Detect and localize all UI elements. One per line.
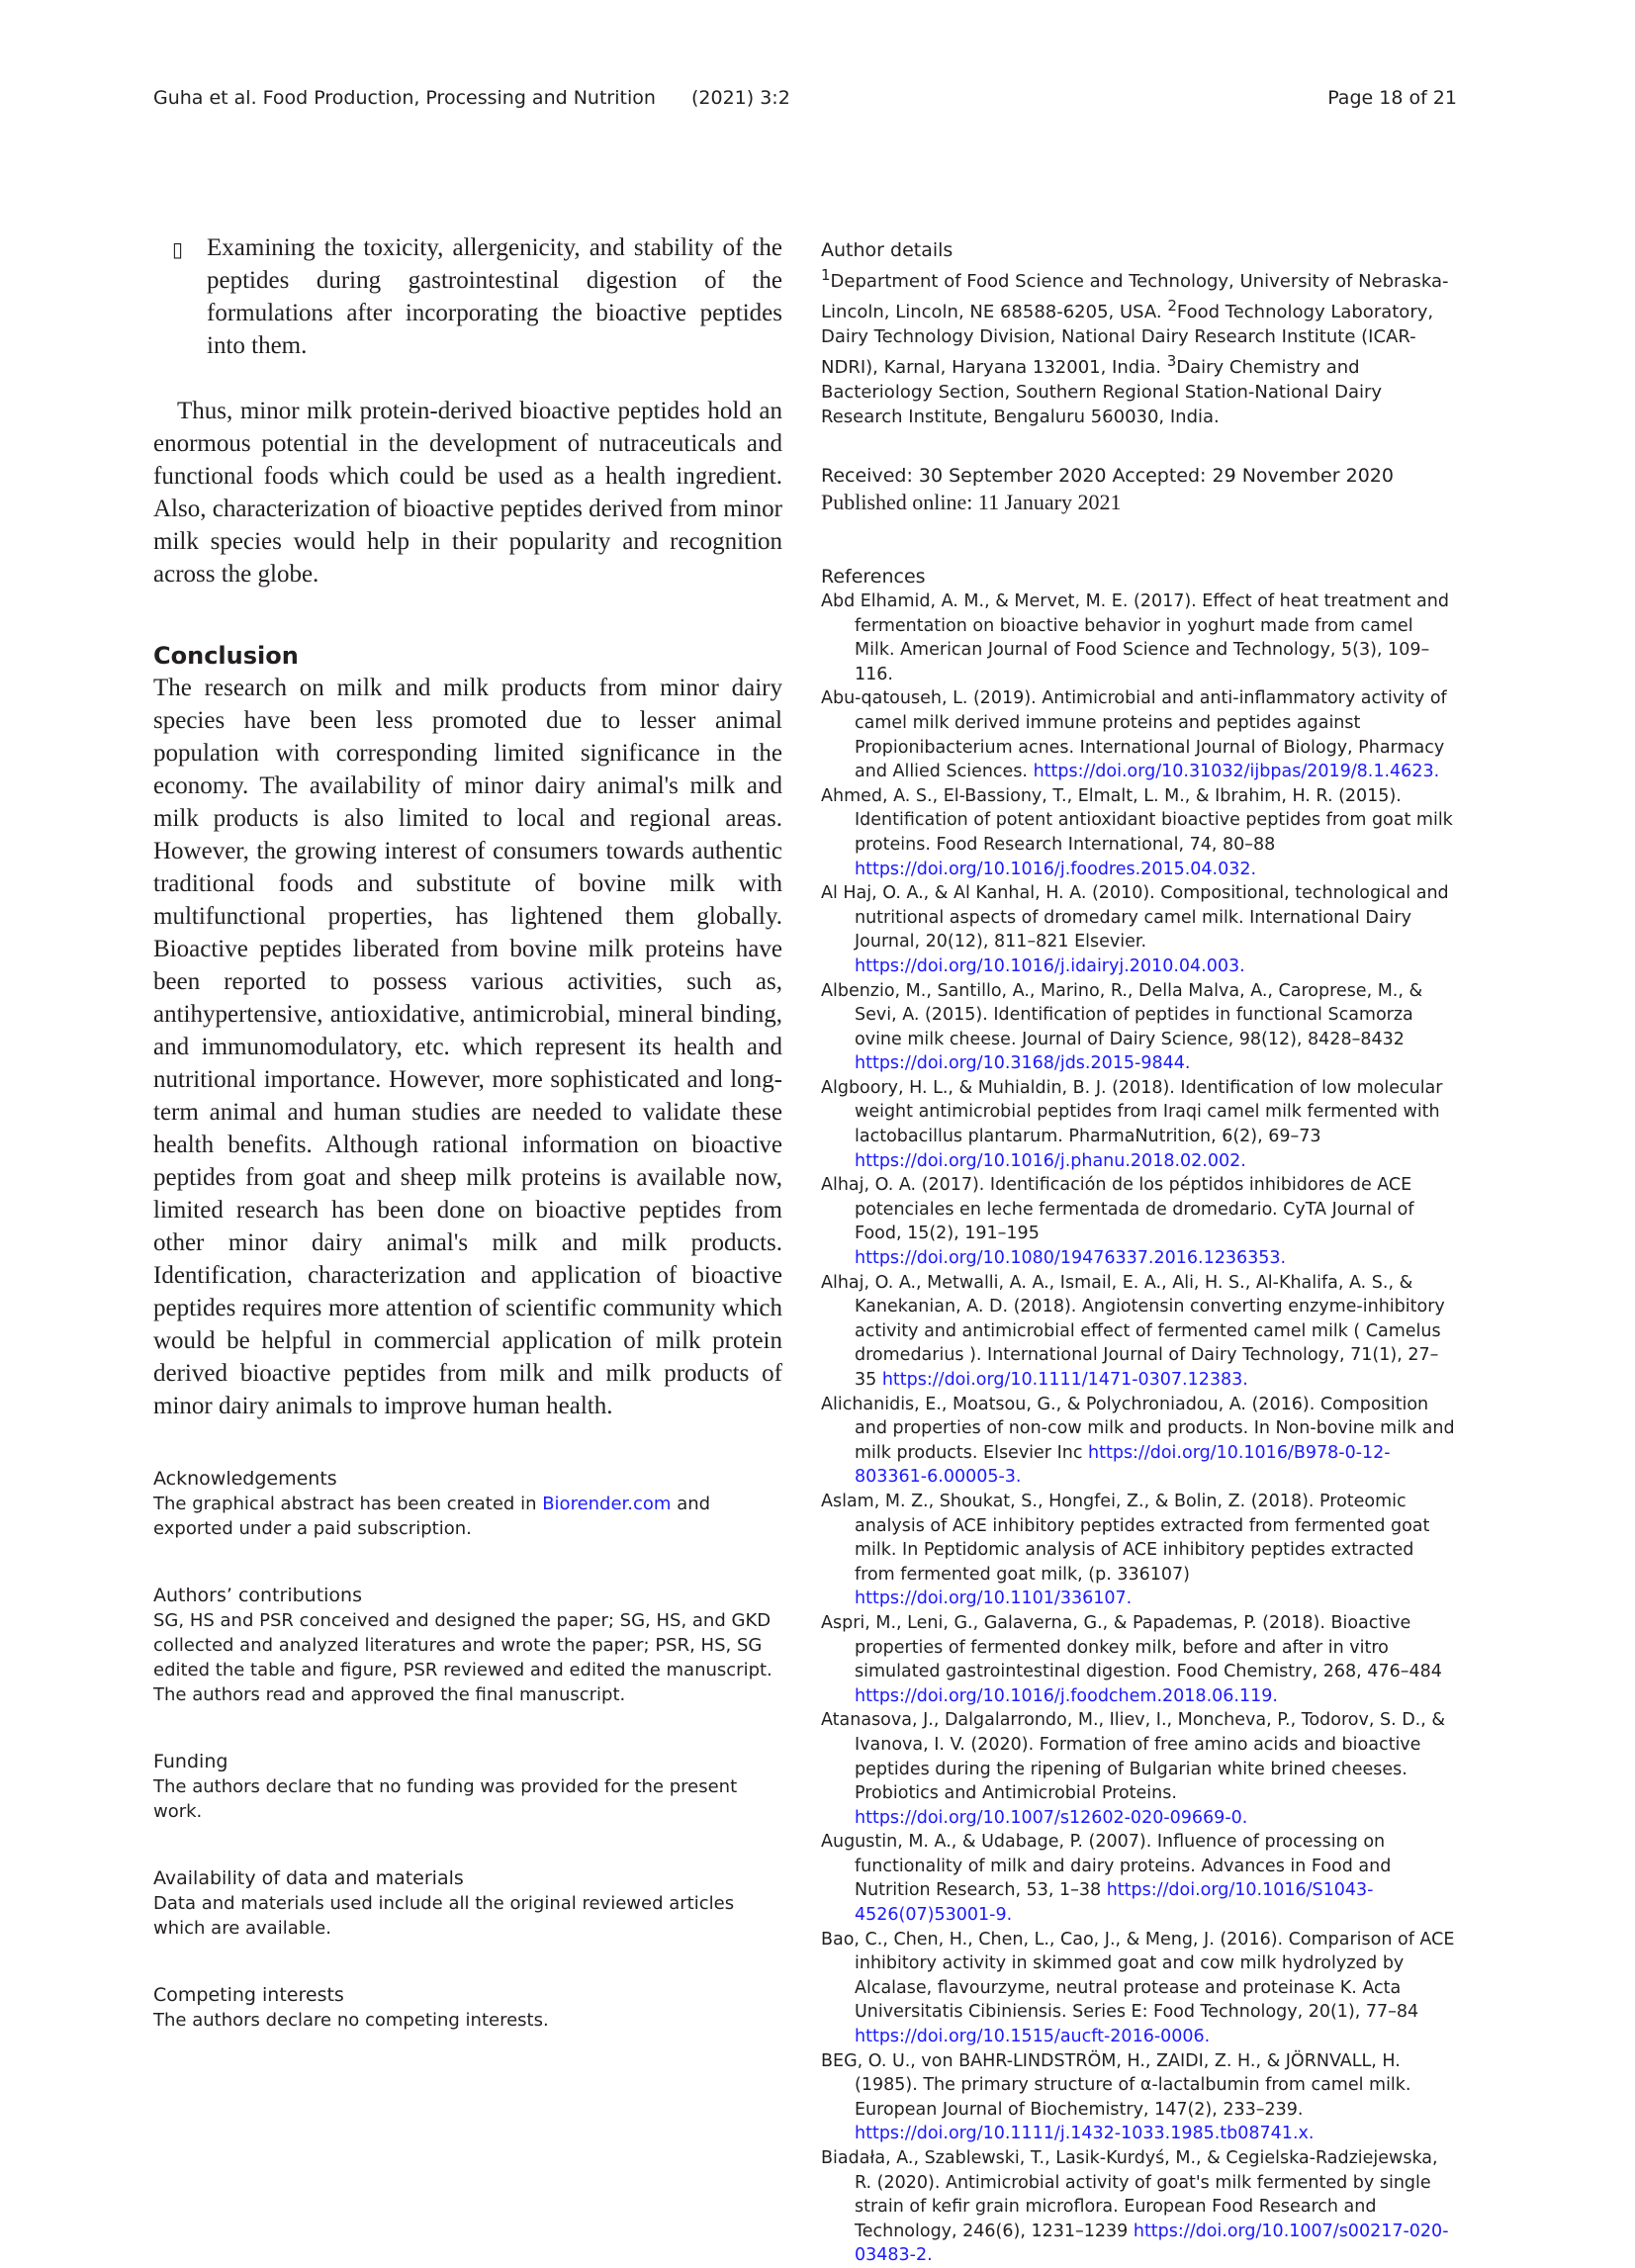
reference-doi-link[interactable]: https://doi.org/10.1016/j.phanu.2018.02.002.: [855, 1150, 1246, 1171]
bullet-text: Examining the toxicity, allergenicity, and stability of the peptides during gastrointestinal digestion of the formulations after incorporating the bioactive peptides into them.: [207, 234, 782, 359]
funding-text: The authors declare that no funding was provided for the present work.: [153, 1776, 738, 1822]
reference-text: Alhaj, O. A. (2017). Identificación de los péptidos inhibidores de ACE potenciales en leche fermentada de dromedario. CyTA Journal of Food, 15(2), 191–195: [821, 1175, 1414, 1244]
reference-item: [821, 2049, 1457, 2146]
reference-text: Atanasova, J., Dalgalarrondo, M., Iliev, I., Moncheva, P., Todorov, S. D., & Ivanova, I. V. (2020). Formation of free amino acids and bioactive peptides during the ripening of Bulgarian white brined cheeses. Probiotics and Antimicrobial Proteins.: [821, 1710, 1446, 1804]
bullet-icon: ▯: [172, 237, 184, 261]
published-date: Published online: 11 January 2021: [821, 490, 1122, 514]
reference-item: [821, 881, 1457, 978]
reference-text: BEG, O. U., von BAHR-LINDSTRÖM, H., ZAIDI, Z. H., & JÖRNVALL, H. (1985). The primary structure of α-lactalbumin from camel milk. European Journal of Biochemistry, 147(2), 233–239.: [821, 2050, 1411, 2120]
reference-item: [821, 590, 1457, 686]
reference-item: [821, 1393, 1457, 1490]
reference-text: Algboory, H. L., & Muhialdin, B. J. (2018). Identification of low molecular weight antimicrobial peptides from Iraqi camel milk fermented with lactobacillus plantarum. PharmaNutrition, 6(2), 69–73: [821, 1077, 1443, 1147]
reference-text: Abu-qatouseh, L. (2019). Antimicrobial and anti-inflammatory activity of camel milk derived immune proteins and peptides against Propionibacterium acnes. International Journal of Biology, Pharmacy and Allied Sciences.: [821, 688, 1447, 782]
reference-item: [821, 1830, 1457, 1927]
competing-heading: Competing interests: [153, 1984, 344, 2006]
left-column: [153, 231, 782, 2033]
reference-doi-link[interactable]: https://doi.org/10.3168/jds.2015-9844.: [855, 1053, 1191, 1074]
reference-text: Augustin, M. A., & Udabage, P. (2007). Influence of processing on functionality of milk and dairy proteins. Advances in Food and Nutrition Research, 53, 1–38: [821, 1832, 1392, 1901]
reference-item: [821, 686, 1457, 783]
availability-heading: Availability of data and materials: [153, 1867, 464, 1889]
reference-doi-link[interactable]: https://doi.org/10.31032/ijbpas/2019/8.1.4623.: [1033, 762, 1440, 782]
summary-paragraph: Thus, minor milk protein-derived bioactive peptides hold an enormous potential in the development of nutraceuticals and functional foods which could be used as a health ingredient. Also, characterization of bioactive peptides derived from minor milk species would help in their popularity and recognition across the globe.: [153, 398, 782, 588]
reference-doi-link[interactable]: https://doi.org/10.1111/j.1432-1033.1985.tb08741.x.: [855, 2124, 1315, 2144]
reference-item: [821, 1173, 1457, 1270]
reference-item: [821, 1611, 1457, 1708]
right-column: [821, 237, 1457, 2268]
reference-item: [821, 1928, 1457, 2049]
reference-doi-link[interactable]: https://doi.org/10.1016/S1043-4526(07)53001-9.: [855, 1880, 1374, 1926]
bullet-item: [153, 231, 782, 362]
reference-text: Aslam, M. Z., Shoukat, S., Hongfei, Z., & Bolin, Z. (2018). Proteomic analysis of ACE inhibitory peptides extracted from fermented goat milk. In Peptidomic analysis of ACE inhibitory peptides extracted from fermented goat milk, (p. 336107): [821, 1491, 1430, 1585]
reference-text: Al Haj, O. A., & Al Kanhal, H. A. (2010). Compositional, technological and nutritional aspects of dromedary camel milk. International Dairy Journal, 20(12), 811–821 Elsevier.: [821, 883, 1449, 953]
reference-text: Abd Elhamid, A. M., & Mervet, M. E. (2017). Effect of heat treatment and fermentation on bioactive behavior in yoghurt made from camel Milk. American Journal of Food Science and Technology, 5(3), 109–116.: [821, 591, 1449, 684]
reference-item: [821, 1490, 1457, 1611]
affiliation-3: Dairy Chemistry and Bacteriology Section, Southern Regional Station-National Dairy Research Institute, Bengaluru 560030, India.: [821, 357, 1383, 427]
reference-doi-link[interactable]: https://doi.org/10.1101/336107.: [855, 1588, 1133, 1609]
availability-section: [153, 1865, 782, 1941]
conclusion-heading: Conclusion: [153, 642, 299, 670]
competing-section: [153, 1982, 782, 2033]
journal-citation: Guha et al. Food Production, Processing and Nutrition: [153, 87, 656, 109]
received-accepted-dates: Received: 30 September 2020 Accepted: 29 November 2020: [821, 465, 1394, 487]
reference-item: [821, 1076, 1457, 1173]
acknowledgements-heading: Acknowledgements: [153, 1468, 337, 1490]
reference-doi-link[interactable]: https://doi.org/10.1111/1471-0307.12383.: [881, 1370, 1248, 1390]
affiliation-1-marker: 1: [821, 266, 831, 284]
affiliation-2-marker: 2: [1167, 297, 1177, 315]
reference-text: Ahmed, A. S., El-Bassiony, T., Elmalt, L. M., & Ibrahim, H. R. (2015). Identification of potent antioxidant bioactive peptides from goat milk proteins. Food Research International, 74, 80–88: [821, 785, 1453, 855]
contributions-text: SG, HS and PSR conceived and designed the paper; SG, HS, and GKD collected and analyzed literatures and wrote the paper; PSR, HS, SG edited the table and figure, PSR reviewed and edited the manuscript. The authors read and approved the final manuscript.: [153, 1610, 772, 1705]
competing-text: The authors declare no competing interests.: [153, 2010, 549, 2031]
reference-item: [821, 979, 1457, 1076]
ack-text-after: and exported under a paid subscription.: [153, 1494, 711, 1539]
volume-info: (2021) 3:2: [691, 87, 790, 109]
reference-text: Alichanidis, E., Moatsou, G., & Polychroniadou, A. (2016). Composition and properties of non-cow milk and products. In Non-bovine milk and milk products. Elsevier Inc: [821, 1394, 1455, 1463]
funding-heading: Funding: [153, 1751, 228, 1772]
funding-section: [153, 1749, 782, 1824]
contributions-heading: Authors’ contributions: [153, 1585, 362, 1606]
reference-item: [821, 1708, 1457, 1830]
reference-doi-link[interactable]: https://doi.org/10.1515/aucft-2016-0006.: [855, 2027, 1211, 2047]
biorender-link[interactable]: Biorender.com: [542, 1494, 672, 1514]
reference-text: Aspri, M., Leni, G., Galaverna, G., & Papademas, P. (2018). Bioactive properties of fermented donkey milk, before and after in vitro simulated gastrointestinal digestion. Food Chemistry, 268, 476–484: [821, 1612, 1442, 1682]
reference-doi-link[interactable]: https://doi.org/10.1007/s00217-020-03483-2.: [855, 2221, 1449, 2266]
reference-doi-link[interactable]: https://doi.org/10.1080/19476337.2016.1236353.: [855, 1248, 1287, 1269]
references-heading: References: [821, 566, 926, 588]
reference-doi-link[interactable]: https://doi.org/10.1016/j.foodres.2015.04.032.: [855, 859, 1257, 879]
affiliation-2: Food Technology Laboratory, Dairy Technology Division, National Dairy Research Institute (ICAR-NDRI), Karnal, Haryana 132001, India.: [821, 302, 1434, 378]
reference-doi-link[interactable]: https://doi.org/10.1016/B978-0-12-803361-6.00005-3.: [855, 1442, 1391, 1488]
conclusion-paragraph: The research on milk and milk products from minor dairy species have been less promoted due to lesser animal population with corresponding limited significance in the economy. The availability of minor dairy animal's milk and milk products is also limited to local and regional areas. However, the growing interest of consumers towards authentic traditional foods and substitute of bovine milk with multifunctional properties, has lightened them globally. Bioactive peptides liberated from bovine milk proteins have been reported to possess various activities, such as, antihypertensive, antioxidative, antimicrobial, mineral binding, and immunomodulatory, etc. which represent its health and nutritional importance. However, more sophisticated and long-term animal and human studies are needed to validate these health benefits. Although rational information on bioactive peptides from goat and sheep milk proteins is available now, limited research has been done on bioactive peptides from other minor dairy animal's milk and milk products. Identification, characterization and application of bioactive peptides requires more attention of scientific community which would be helpful in commercial application of milk protein derived bioactive peptides from milk and milk products of minor dairy animals to improve human health.: [153, 675, 782, 1419]
reference-text: Albenzio, M., Santillo, A., Marino, R., Della Malva, A., Caroprese, M., & Sevi, A. (2015). Identification of peptides in functional Scamorza ovine milk cheese. Journal of Dairy Science, 98(12), 8428–8432: [821, 980, 1423, 1049]
reference-text: Bao, C., Chen, H., Chen, L., Cao, J., & Meng, J. (2016). Comparison of ACE inhibitory activity in skimmed goat and cow milk hydrolyzed by Alcalase, flavourzyme, neutral protease and proteinase K. Acta Universitatis Cibiniensis. Series E: Food Technology, 20(1), 77–84: [821, 1929, 1455, 2023]
reference-doi-link[interactable]: https://doi.org/10.1007/s12602-020-09669-0.: [855, 1807, 1248, 1828]
reference-doi-link[interactable]: https://doi.org/10.1016/j.idairyj.2010.04.003.: [855, 955, 1245, 976]
acknowledgements-text: [153, 1492, 782, 1541]
ack-text-before: The graphical abstract has been created in: [153, 1494, 543, 1514]
affiliation-1: Department of Food Science and Technology, University of Nebraska-Lincoln, Lincoln, NE 68588-6205, USA.: [821, 271, 1449, 322]
reference-text: Biadała, A., Szablewski, T., Lasik-Kurdyś, M., & Cegielska-Radziejewska, R. (2020). Antimicrobial activity of goat's milk fermented by single strain of kefir grain microflora. European Food Research and Technology, 246(6), 1231–1239: [821, 2148, 1438, 2241]
availability-text: Data and materials used include all the original reviewed articles which are available.: [153, 1893, 735, 1939]
reference-text: Alhaj, O. A., Metwalli, A. A., Ismail, E. A., Ali, H. S., Al-Khalifa, A. S., & Kanekanian, A. D. (2018). Angiotensin converting enzyme-inhibitory activity and antimicrobial effect of fermented camel milk ( Camelus dromedarius ). International Journal of Dairy Technology, 71(1), 27–35: [821, 1272, 1445, 1390]
reference-doi-link[interactable]: https://doi.org/10.1016/j.foodchem.2018.06.119.: [855, 1685, 1278, 1706]
reference-list: [821, 590, 1457, 2268]
author-details-section: [821, 237, 1457, 429]
page-header: [153, 87, 1457, 113]
reference-item: [821, 2146, 1457, 2268]
acknowledgements-section: [153, 1466, 782, 1541]
page-number: Page 18 of 21: [1327, 87, 1457, 109]
author-details-heading: Author details: [821, 239, 954, 261]
affiliation-3-marker: 3: [1166, 352, 1177, 370]
reference-item: [821, 1271, 1457, 1393]
contributions-section: [153, 1583, 782, 1707]
author-details-text: [821, 263, 1457, 429]
reference-item: [821, 784, 1457, 881]
